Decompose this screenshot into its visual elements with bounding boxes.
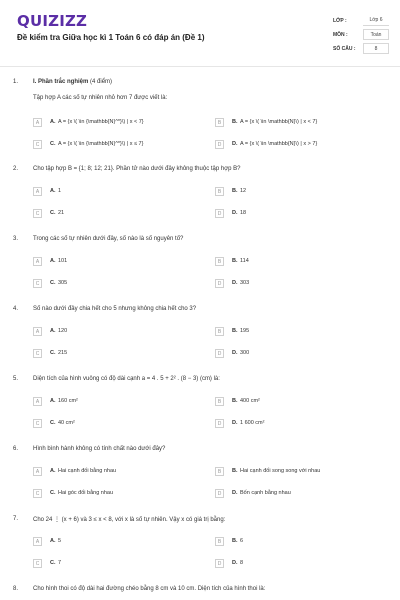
option-text: A = {x \( \in \mathbb{N}\) | x < 7} xyxy=(240,119,318,125)
question-text: Cho tập hợp B = {1; 8; 12; 21}. Phần tử nào dưới đây không thuộc tập hợp B? xyxy=(33,166,241,172)
option-text: 300 xyxy=(240,350,250,356)
option-text: 1 600 cm² xyxy=(240,420,265,426)
meta-grade-value: Lớp 6 xyxy=(363,15,389,26)
option-box[interactable]: C xyxy=(33,559,42,568)
question-number: 6. xyxy=(13,446,19,452)
option-box[interactable]: A xyxy=(33,327,42,336)
option-letter: D. xyxy=(232,210,238,216)
option-letter: D. xyxy=(232,490,238,496)
option-text: 7 xyxy=(58,560,62,566)
question-number: 2. xyxy=(13,166,19,172)
question-text: Trong các số tự nhiên dưới đây, số nào là số nguyên tố? xyxy=(33,236,184,242)
option-box[interactable]: B xyxy=(215,327,224,336)
option-letter: B. xyxy=(232,468,238,474)
question-number: 3. xyxy=(13,236,19,242)
option-text: 305 xyxy=(58,280,68,286)
option-letter: B. xyxy=(232,188,238,194)
option-box[interactable]: D xyxy=(215,140,224,149)
option-letter: B. xyxy=(232,398,238,404)
option-box[interactable]: C xyxy=(33,140,42,149)
option-box[interactable]: B xyxy=(215,397,224,406)
question-number: 8. xyxy=(13,586,19,592)
option-text: A = {x \( \in {\mathbb{N}^*}\) | x ≤ 7} xyxy=(58,141,144,147)
option-box[interactable]: D xyxy=(215,209,224,218)
meta-grade xyxy=(333,15,389,27)
option-letter: D. xyxy=(232,350,238,356)
header-divider xyxy=(0,66,400,67)
option-text: A = {x \( \in {\mathbb{N}^*}\) | x < 7} xyxy=(58,119,144,125)
option-letter: A. xyxy=(50,328,56,334)
option-text: 6 xyxy=(240,538,244,544)
question-number: 1. xyxy=(13,79,19,85)
section-heading xyxy=(33,79,383,85)
option-letter: C. xyxy=(50,280,56,286)
meta-count-label: SỐ CÂU : xyxy=(333,46,356,52)
option-letter: B. xyxy=(232,328,238,334)
option-box[interactable]: A xyxy=(33,257,42,266)
option-box[interactable]: C xyxy=(33,209,42,218)
option-text: Hai góc đối bằng nhau xyxy=(58,490,114,496)
option-text: Hai cạnh đối bằng nhau xyxy=(58,468,117,474)
section-title: I. Phần trắc nghiệm xyxy=(33,79,89,85)
option-box[interactable]: C xyxy=(33,419,42,428)
question-number: 4. xyxy=(13,306,19,312)
option-text: 18 xyxy=(240,210,247,216)
option-letter: C. xyxy=(50,141,56,147)
meta-grade-label: LỚP : xyxy=(333,18,347,24)
option-box[interactable]: A xyxy=(33,187,42,196)
option-letter: B. xyxy=(232,538,238,544)
option-box[interactable]: D xyxy=(215,559,224,568)
option-box[interactable]: C xyxy=(33,349,42,358)
option-box[interactable]: B xyxy=(215,467,224,476)
option-text: 120 xyxy=(58,328,68,334)
quizizz-logo: QUIZIZZ xyxy=(17,12,88,30)
option-letter: C. xyxy=(50,210,56,216)
option-text: Bốn cạnh bằng nhau xyxy=(240,490,291,496)
option-text: 195 xyxy=(240,328,250,334)
option-box[interactable]: D xyxy=(215,349,224,358)
option-letter: A. xyxy=(50,468,56,474)
section-note: (4 điểm) xyxy=(88,79,113,85)
option-text: 12 xyxy=(240,188,247,194)
question-text: Tập hợp A các số tự nhiên nhỏ hơn 7 được viết là: xyxy=(33,95,168,101)
meta-count xyxy=(333,43,389,55)
option-text: A = {x \( \in \mathbb{N}\) | x > 7} xyxy=(240,141,318,147)
option-letter: A. xyxy=(50,119,56,125)
option-text: Hai cạnh đối song song với nhau xyxy=(240,468,321,474)
option-letter: B. xyxy=(232,119,238,125)
option-letter: D. xyxy=(232,141,238,147)
option-box[interactable]: D xyxy=(215,279,224,288)
option-letter: C. xyxy=(50,420,56,426)
option-text: 114 xyxy=(240,258,249,264)
option-box[interactable]: A xyxy=(33,397,42,406)
option-letter: A. xyxy=(50,398,56,404)
option-letter: D. xyxy=(232,280,238,286)
option-letter: A. xyxy=(50,538,56,544)
option-box[interactable]: C xyxy=(33,489,42,498)
page-header xyxy=(0,0,400,66)
question-text: Số nào dưới đây chia hết cho 5 nhưng không chia hết cho 3? xyxy=(33,306,197,312)
option-box[interactable]: C xyxy=(33,279,42,288)
question-text: Diện tích của hình vuông có độ dài cạnh a = 4 . 5 + 2² . (8 − 3) (cm) là: xyxy=(33,376,220,382)
option-text: 215 xyxy=(58,350,68,356)
option-text: 5 xyxy=(58,538,62,544)
option-letter: A. xyxy=(50,258,56,264)
option-letter: D. xyxy=(232,560,238,566)
option-letter: B. xyxy=(232,258,238,264)
option-text: 101 xyxy=(58,258,68,264)
meta-subject xyxy=(333,29,389,41)
option-box[interactable]: B xyxy=(215,118,224,127)
option-text: 8 xyxy=(240,560,244,566)
option-letter: C. xyxy=(50,560,56,566)
option-box[interactable]: A xyxy=(33,118,42,127)
meta-subject-value: Toán xyxy=(363,29,389,40)
option-box[interactable]: A xyxy=(33,537,42,546)
option-text: 160 cm² xyxy=(58,398,78,404)
option-text: 1 xyxy=(58,188,62,194)
option-box[interactable]: A xyxy=(33,467,42,476)
question-text: Cho hình thoi có độ dài hai đường chéo bằng 8 cm và 10 cm. Diện tích của hình thoi là: xyxy=(33,586,266,592)
document-title: Đề kiểm tra Giữa học kì 1 Toán 6 có đáp án (Đề 1) xyxy=(17,33,205,42)
option-box[interactable]: B xyxy=(215,257,224,266)
option-text: 21 xyxy=(58,210,65,216)
option-box[interactable]: D xyxy=(215,419,224,428)
meta-count-value: 8 xyxy=(363,43,389,54)
option-text: 400 cm² xyxy=(240,398,260,404)
option-letter: C. xyxy=(50,350,56,356)
question-text: Cho 24 ⋮ (x + 6) và 3 ≤ x < 8, với x là số tự nhiên. Vậy x có giá trị bằng: xyxy=(33,517,226,523)
option-letter: D. xyxy=(232,420,238,426)
option-text: 303 xyxy=(240,280,250,286)
meta-subject-label: MÔN : xyxy=(333,32,348,38)
option-box[interactable]: B xyxy=(215,537,224,546)
option-box[interactable]: D xyxy=(215,489,224,498)
question-text: Hình bình hành không có tính chất nào dưới đây? xyxy=(33,446,166,452)
option-letter: C. xyxy=(50,490,56,496)
question-number: 5. xyxy=(13,376,19,382)
option-letter: A. xyxy=(50,188,56,194)
question-number: 7. xyxy=(13,516,19,522)
option-box[interactable]: B xyxy=(215,187,224,196)
option-text: 40 cm² xyxy=(58,420,75,426)
